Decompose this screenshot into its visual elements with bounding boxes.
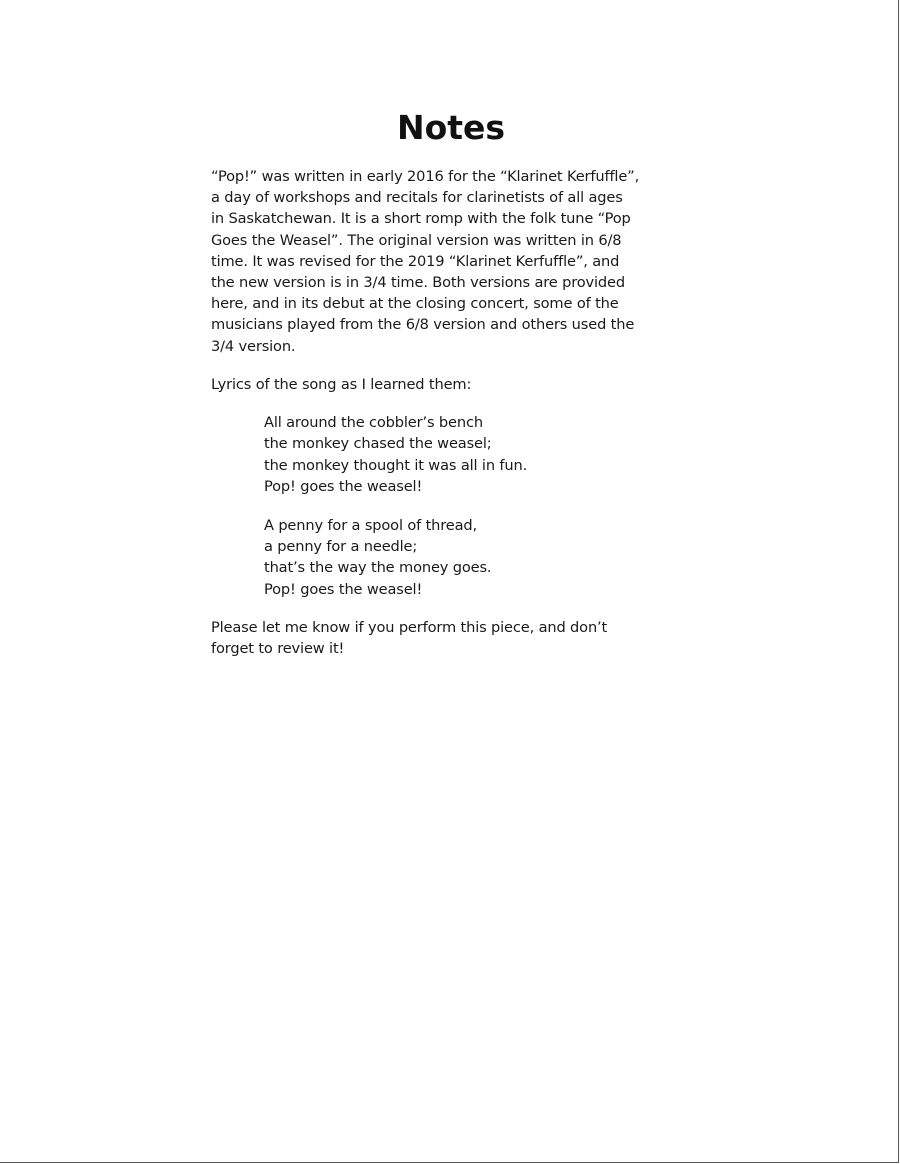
intro-line: the new version is in 3/4 time. Both versions are provided [211,274,625,292]
notes-content [211,108,691,660]
lyric-line: All around the cobbler’s bench [264,414,483,432]
intro-line: in Saskatchewan. It is a short romp with the folk tune “Pop [211,210,631,228]
lyric-line: A penny for a spool of thread, [264,516,478,534]
spacer [211,395,691,412]
lyrics-intro [211,374,691,395]
intro-paragraph [211,166,691,357]
closing-line: Please let me know if you perform this piece, and don’t [211,619,608,637]
intro-line: “Pop!” was written in early 2016 for the “Klarinet Kerfuffle”, [211,168,640,185]
lyric-line: that’s the way the money goes. [264,559,492,577]
intro-line: musicians played from the 6/8 version and others used the [211,316,635,334]
closing-line: forget to review it! [211,640,345,658]
intro-line: 3/4 version. [211,337,296,355]
page-title: Notes [396,108,506,147]
lyric-line: the monkey thought it was all in fun. [264,456,528,474]
intro-line: time. It was revised for the 2019 “Klarinet Kerfuffle”, and [211,252,620,270]
intro-line: Goes the Weasel”. The original version was written in 6/8 [211,231,622,249]
lyrics-stanza-1 [264,412,691,498]
lyric-line: a penny for a needle; [264,538,418,556]
lyrics-stanza-2 [264,515,691,601]
spacer [211,357,691,374]
spacer [211,600,691,617]
lyric-line: the monkey chased the weasel; [264,435,492,453]
lyric-line: Pop! goes the weasel! [264,580,423,598]
intro-line: here, and in its debut at the closing concert, some of the [211,295,619,313]
lyrics-intro-line: Lyrics of the song as I learned them: [211,375,472,393]
closing-paragraph [211,617,691,659]
lyric-line: Pop! goes the weasel! [264,478,423,496]
spacer [211,498,691,515]
intro-line: a day of workshops and recitals for clarinetists of all ages [211,189,623,207]
